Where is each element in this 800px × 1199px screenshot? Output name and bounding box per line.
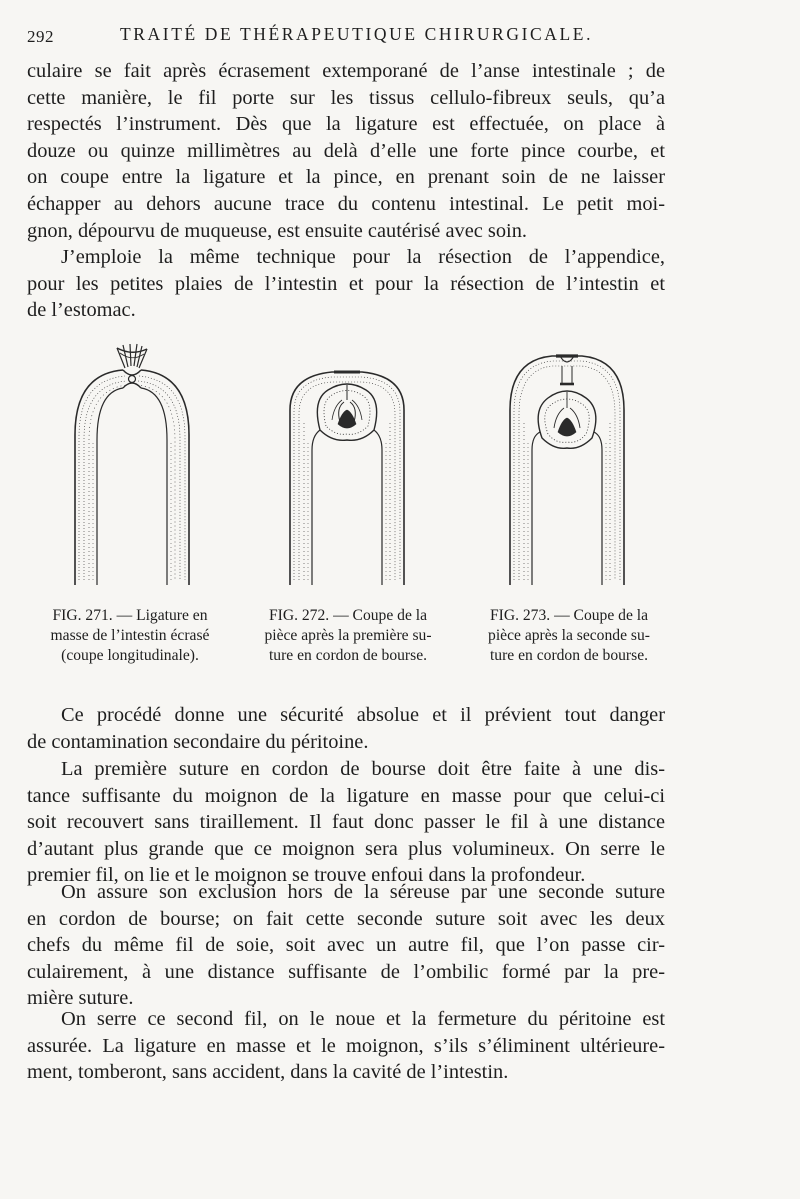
paragraph-4 — [27, 756, 665, 889]
figure-row — [27, 340, 673, 590]
text-line: tance suffisante du moignon de la ligature en masse pour que celui-ci — [27, 784, 665, 807]
text-line: mière suture. — [27, 987, 134, 1010]
text-line: La première suture en cordon de bourse doit être faite à une dis- — [61, 758, 665, 780]
caption-line: pièce après la première su- — [264, 627, 432, 644]
paragraph-2 — [27, 244, 665, 324]
paragraph-6 — [27, 1006, 665, 1086]
caption-line: FIG. 271. — Ligature en — [52, 607, 208, 624]
page-number: 292 — [27, 27, 54, 46]
caption-line: masse de l’intestin écrasé — [50, 627, 210, 644]
text-line: culaire se fait après écrasement extemporané de l’anse intestinale ; de — [27, 60, 665, 82]
running-header: TRAITÉ DE THÉRAPEUTIQUE CHIRURGICALE. — [120, 24, 594, 44]
paragraph-3 — [27, 702, 665, 755]
caption-line: (coupe longitudinale). — [61, 647, 199, 664]
text-line: douze ou quinze millimètres au delà d’elle une forte pince courbe, et — [27, 139, 665, 162]
text-line: de contamination secondaire du péritoine. — [27, 730, 369, 753]
text-line: échapper au dehors aucune trace du contenu intestinal. Le petit moi- — [27, 192, 665, 215]
caption-line: ture en cordon de bourse. — [489, 647, 649, 664]
text-line: On assure son exclusion hors de la séreuse par une seconde suture — [61, 881, 665, 903]
figure-272-caption — [245, 606, 451, 666]
caption-line: FIG. 272. — Coupe de la — [268, 607, 428, 624]
figure-273-caption — [466, 606, 672, 666]
text-line: ment, tomberont, sans accident, dans la cavité de l’intestin. — [27, 1061, 509, 1084]
caption-line: FIG. 273. — Coupe de la — [489, 607, 649, 624]
text-line: Ce procédé donne une sécurité absolue et il prévient tout danger — [61, 704, 665, 726]
text-line: J’emploie la même technique pour la résection de l’appendice, — [61, 246, 665, 268]
text-line: chefs du même fil de soie, soit avec un autre fil, que l’on passe cir- — [27, 934, 665, 957]
text-line: pour les petites plaies de l’intestin et pour la résection de l’intestin et — [27, 272, 665, 295]
text-line: assurée. La ligature en masse et le moignon, s’ils s’éliminent ultérieure- — [27, 1034, 665, 1057]
text-line: soit recouvert sans tiraillement. Il faut donc passer le fil à une distance — [27, 811, 665, 834]
caption-line: ture en cordon de bourse. — [268, 647, 428, 664]
figure-272-illustration — [282, 340, 412, 590]
figure-271-caption — [27, 606, 233, 666]
text-line: de l’estomac. — [27, 299, 136, 322]
text-line: en cordon de bourse; on fait cette seconde suture soit avec les deux — [27, 907, 665, 930]
text-line: On serre ce second fil, on le noue et la fermeture du péritoine est — [61, 1008, 665, 1030]
paragraph-5 — [27, 879, 665, 1012]
caption-line: pièce après la seconde su- — [488, 627, 650, 644]
text-line: on coupe entre la ligature et la pince, en prenant soin de ne laisser — [27, 166, 665, 189]
text-line: respectés l’instrument. Dès que la ligature est effectuée, on place à — [27, 113, 665, 136]
figure-273-illustration — [502, 340, 632, 590]
paragraph-1 — [27, 58, 665, 244]
text-line: culairement, à une distance suffisante de l’ombilic formé par la pre- — [27, 960, 665, 983]
text-line: d’autant plus grande que ce moignon sera plus volumineux. On serre le — [27, 837, 665, 860]
text-line: cette manière, le fil porte sur les tissus cellulo-fibreux seuls, qu’a — [27, 86, 665, 109]
text-line: gnon, dépourvu de muqueuse, est ensuite cautérisé avec soin. — [27, 219, 527, 242]
text-line: premier fil, on lie et le moignon se trouve enfoui dans la profondeur. — [27, 864, 586, 887]
figure-271-illustration — [67, 340, 197, 590]
